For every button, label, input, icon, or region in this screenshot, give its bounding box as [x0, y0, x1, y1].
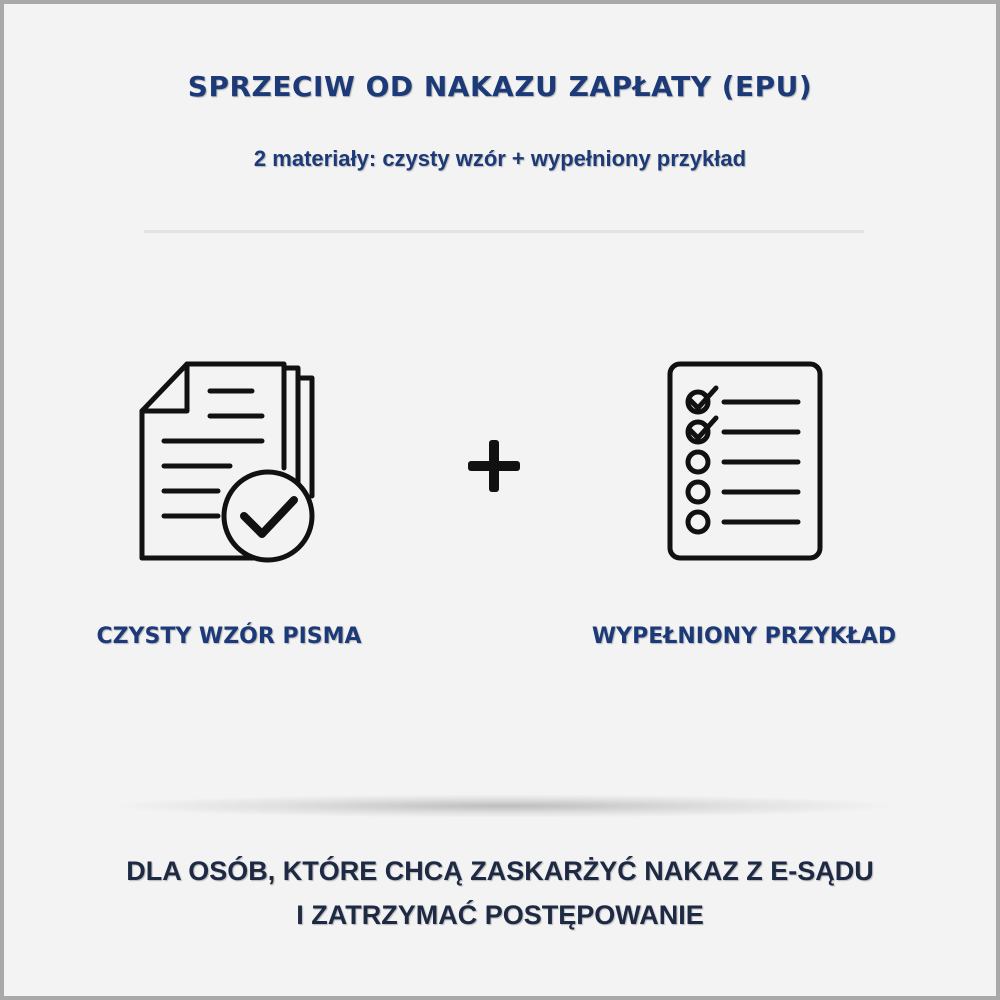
- page-subtitle: 2 materiały: czysty wzór + wypełniony przykład: [253, 146, 747, 171]
- footer-line-1: DLA OSÓB, KTÓRE CHCĄ ZASKARŻYĆ NAKAZ Z E-SĄDU: [126, 856, 874, 886]
- shadow-divider: [104, 794, 904, 818]
- footer-line-2: I ZATRZYMAĆ POSTĘPOWANIE: [296, 900, 704, 930]
- plus-icon: [462, 434, 526, 498]
- page-title: SPRZECIW OD NAKAZU ZAPŁATY (EPU): [187, 70, 813, 103]
- divider: [144, 230, 864, 233]
- document-check-icon: [132, 356, 324, 566]
- checklist-icon: [664, 358, 828, 564]
- item-label-blank-template: CZYSTY WZÓR PISMA: [96, 624, 362, 649]
- item-label-filled-example: WYPEŁNIONY PRZYKŁAD: [591, 624, 897, 649]
